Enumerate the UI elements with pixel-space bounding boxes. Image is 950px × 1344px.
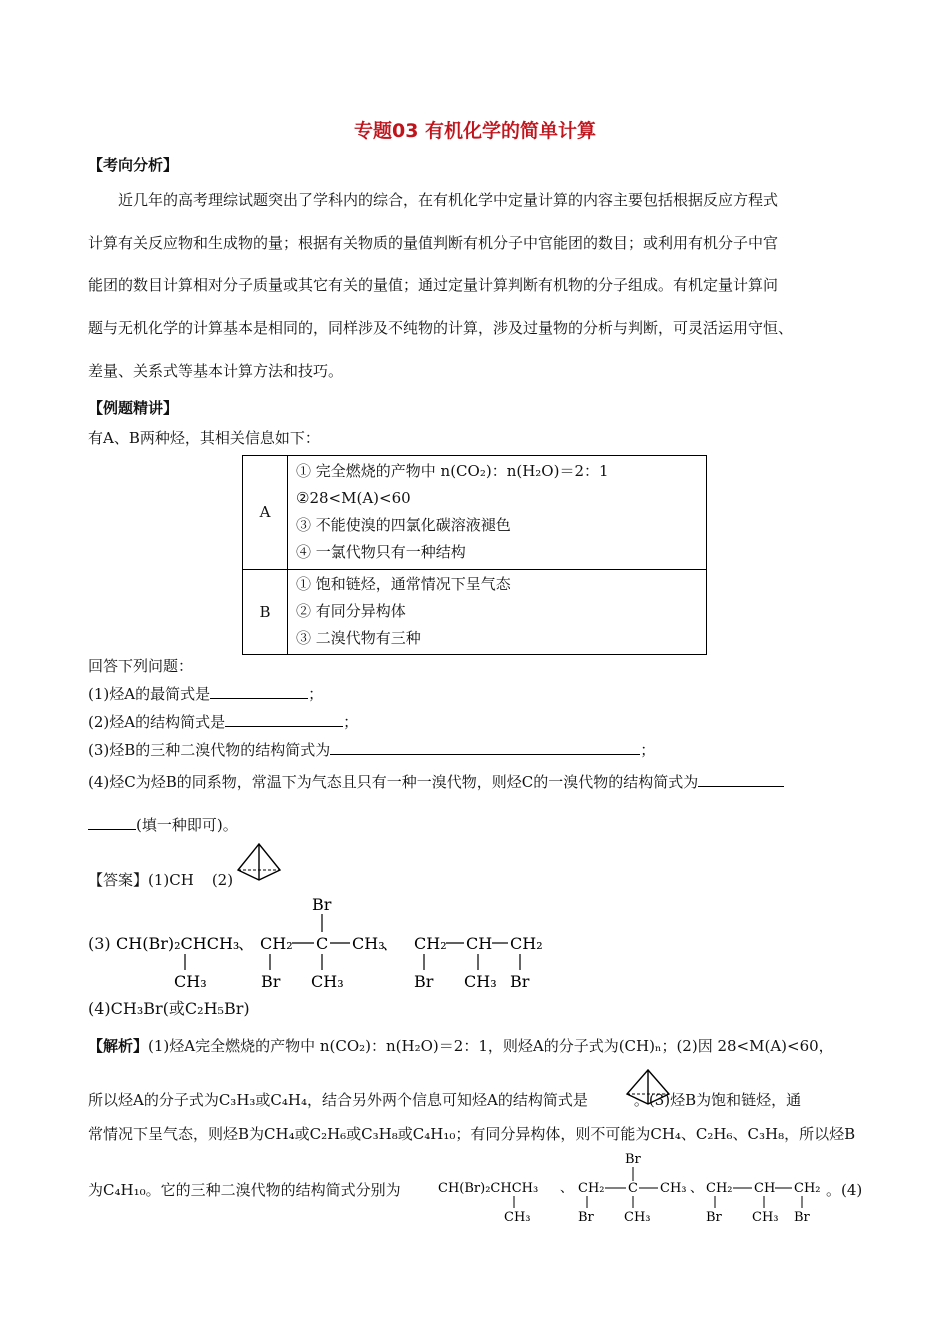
questions-intro: 回答下列问题： [88,657,194,675]
formula-1-sub: CH₃ [504,1210,531,1225]
row-label: B [243,569,288,654]
formula-2-left: CH₂ [578,1181,605,1196]
table-item: ④ 一氯代物只有一种结构 [296,543,466,562]
question-text: (2)烃A的结构简式是 [88,713,226,731]
formula-1-sub: CH₃ [174,972,207,991]
formula-3-a: CH₂ [706,1181,733,1196]
analysis-line: 题与无机化学的计算基本是相同的，同样涉及不纯物的计算，涉及过量物的分析与判断，可灵活运用守恒、 [88,319,794,337]
formula-1-main: CH(Br)₂CHCH₃ [438,1181,539,1196]
question-end: ； [308,685,324,703]
formula-3-sub-2: CH₃ [464,972,497,991]
formula-2-top: Br [625,1152,641,1167]
formula-3-c: CH₂ [510,934,543,953]
formula-2-top: Br [312,895,332,914]
formula-3-sub-1: Br [706,1210,722,1225]
analysis-solution-line-3: 常情况下呈气态，则烃B为CH₄或C₂H₆或C₃H₈或C₄H₁₀；有同分异构体，则不可能为CH₄、C₂H₆、C₃H₈，所以烃B [88,1125,856,1143]
example-intro: 有A、B两种烃，其相关信息如下： [88,429,320,447]
formula-3-a: CH₂ [414,934,447,953]
solution-text: 。(3)烃B为饱和链烃，通 [633,1091,802,1109]
answer-blank [698,772,784,787]
formula-2-center: C [316,934,329,953]
question-2 [88,712,358,732]
tetrahedrane-structure [625,1068,671,1108]
question-text: (3)烃B的三种二溴代物的结构简式为 [88,741,331,759]
separator: 、 [238,934,255,953]
question-4 [88,772,784,792]
section-heading-analysis: 【考向分析】 [88,156,179,174]
row-items [288,569,707,654]
table-item: ② 有同分异构体 [296,602,406,621]
question-text: (4)烃C为烃B的同系物，常温下为气态且只有一种一溴代物，则烃C的一溴代物的结构简式为 [88,773,699,791]
analysis-solution-line-4 [88,1180,401,1200]
info-table [242,455,707,655]
analysis-solution-line-1 [88,1036,834,1056]
formula-2-right: CH₃ [352,934,385,953]
table-item: ① 饱和链烃，通常情况下呈气态 [296,575,511,594]
analysis-line: 计算有关反应物和生成物的量；根据有关物质的量值判断有机分子中官能团的数目；或利用有机分子中官 [88,234,779,252]
formula-2-bottom-right: CH₃ [311,972,344,991]
section-heading-example: 【例题精讲】 [88,399,179,417]
solution-text: (1)烃A完全燃烧的产物中 n(CO₂)：n(H₂O)＝2：1，则烃A的分子式为(CH)ₙ；(2)因 28<M(A)<60， [148,1037,834,1055]
dibromide-formulas-small [438,1150,838,1226]
formula-3-sub-2: CH₃ [752,1210,779,1225]
row-label: A [243,456,288,570]
separator: 、 [382,934,399,953]
answer-2: (2) [211,871,234,889]
table-item: ① 完全燃烧的产物中 n(CO₂)：n(H₂O)＝2：1 [296,462,609,481]
formula-3-c: CH₂ [794,1181,821,1196]
question-3 [88,740,655,760]
table-item: ③ 二溴代物有三种 [296,629,421,648]
question-end: (填一种即可)。 [136,816,238,834]
formula-2-bottom-left: Br [261,972,281,991]
formula-2-left: CH₂ [260,934,293,953]
table-item: ③ 不能使溴的四氯化碳溶液褪色 [296,516,511,535]
analysis-line: 能团的数目计算相对分子质量或其它有关的量值；通过定量计算判断有机物的分子组成。有机定量计算问 [88,276,779,294]
table-row-a [243,456,707,570]
solution-text: 为C₄H₁₀。它的三种二溴代物的结构简式分别为 [88,1181,401,1199]
question-4-cont [88,815,238,835]
formula-3-sub-3: Br [794,1210,810,1225]
formula-1-main: CH(Br)₂CHCH₃ [116,934,240,953]
formula-3-sub-1: Br [414,972,434,991]
table-item: ②28<M(A)<60 [296,489,411,508]
formula-3-b: CH [754,1181,776,1196]
answer-blank [210,684,308,699]
row-items [288,456,707,570]
formula-3-sub-3: Br [510,972,530,991]
analysis-line: 差量、关系式等基本计算方法和技巧。 [88,362,344,380]
analysis-line: 近几年的高考理综试题突出了学科内的综合，在有机化学中定量计算的内容主要包括根据反应方程式 [118,191,779,209]
formula-2-bottom-right: CH₃ [624,1210,651,1225]
answer-label: 【答案】 [88,871,149,889]
answer-1: (1)CH [148,871,194,889]
table-row-b [243,569,707,654]
answer-blank [88,815,136,830]
question-text: (1)烃A的最简式是 [88,685,211,703]
answer-4: (4)CH₃Br(或C₂H₅Br) [88,999,250,1018]
formula-2-right: CH₃ [660,1181,687,1196]
formula-2-bottom-left: Br [578,1210,594,1225]
solution-label: 【解析】 [88,1037,149,1055]
answer-blank [330,740,640,755]
page-title: 专题03 有机化学的简单计算 [353,120,597,142]
separator: 、 [560,1181,574,1196]
answer-3-label: (3) [88,934,111,953]
dibromide-formulas [116,892,556,992]
answer-line-1 [88,870,233,890]
separator: 、 [690,1181,704,1196]
solution-text: 所以烃A的分子式为C₃H₃或C₄H₄，结合另外两个信息可知烃A的结构简式是 [88,1091,588,1109]
analysis-solution-line-4-end: 。(4) [826,1181,863,1199]
formula-3-b: CH [466,934,493,953]
question-end: ； [640,741,656,759]
analysis-solution-line-2 [88,1090,801,1110]
question-1 [88,684,323,704]
question-end: ； [343,713,359,731]
tetrahedrane-structure [236,842,282,884]
formula-2-center: C [628,1181,638,1196]
answer-blank [225,712,343,727]
